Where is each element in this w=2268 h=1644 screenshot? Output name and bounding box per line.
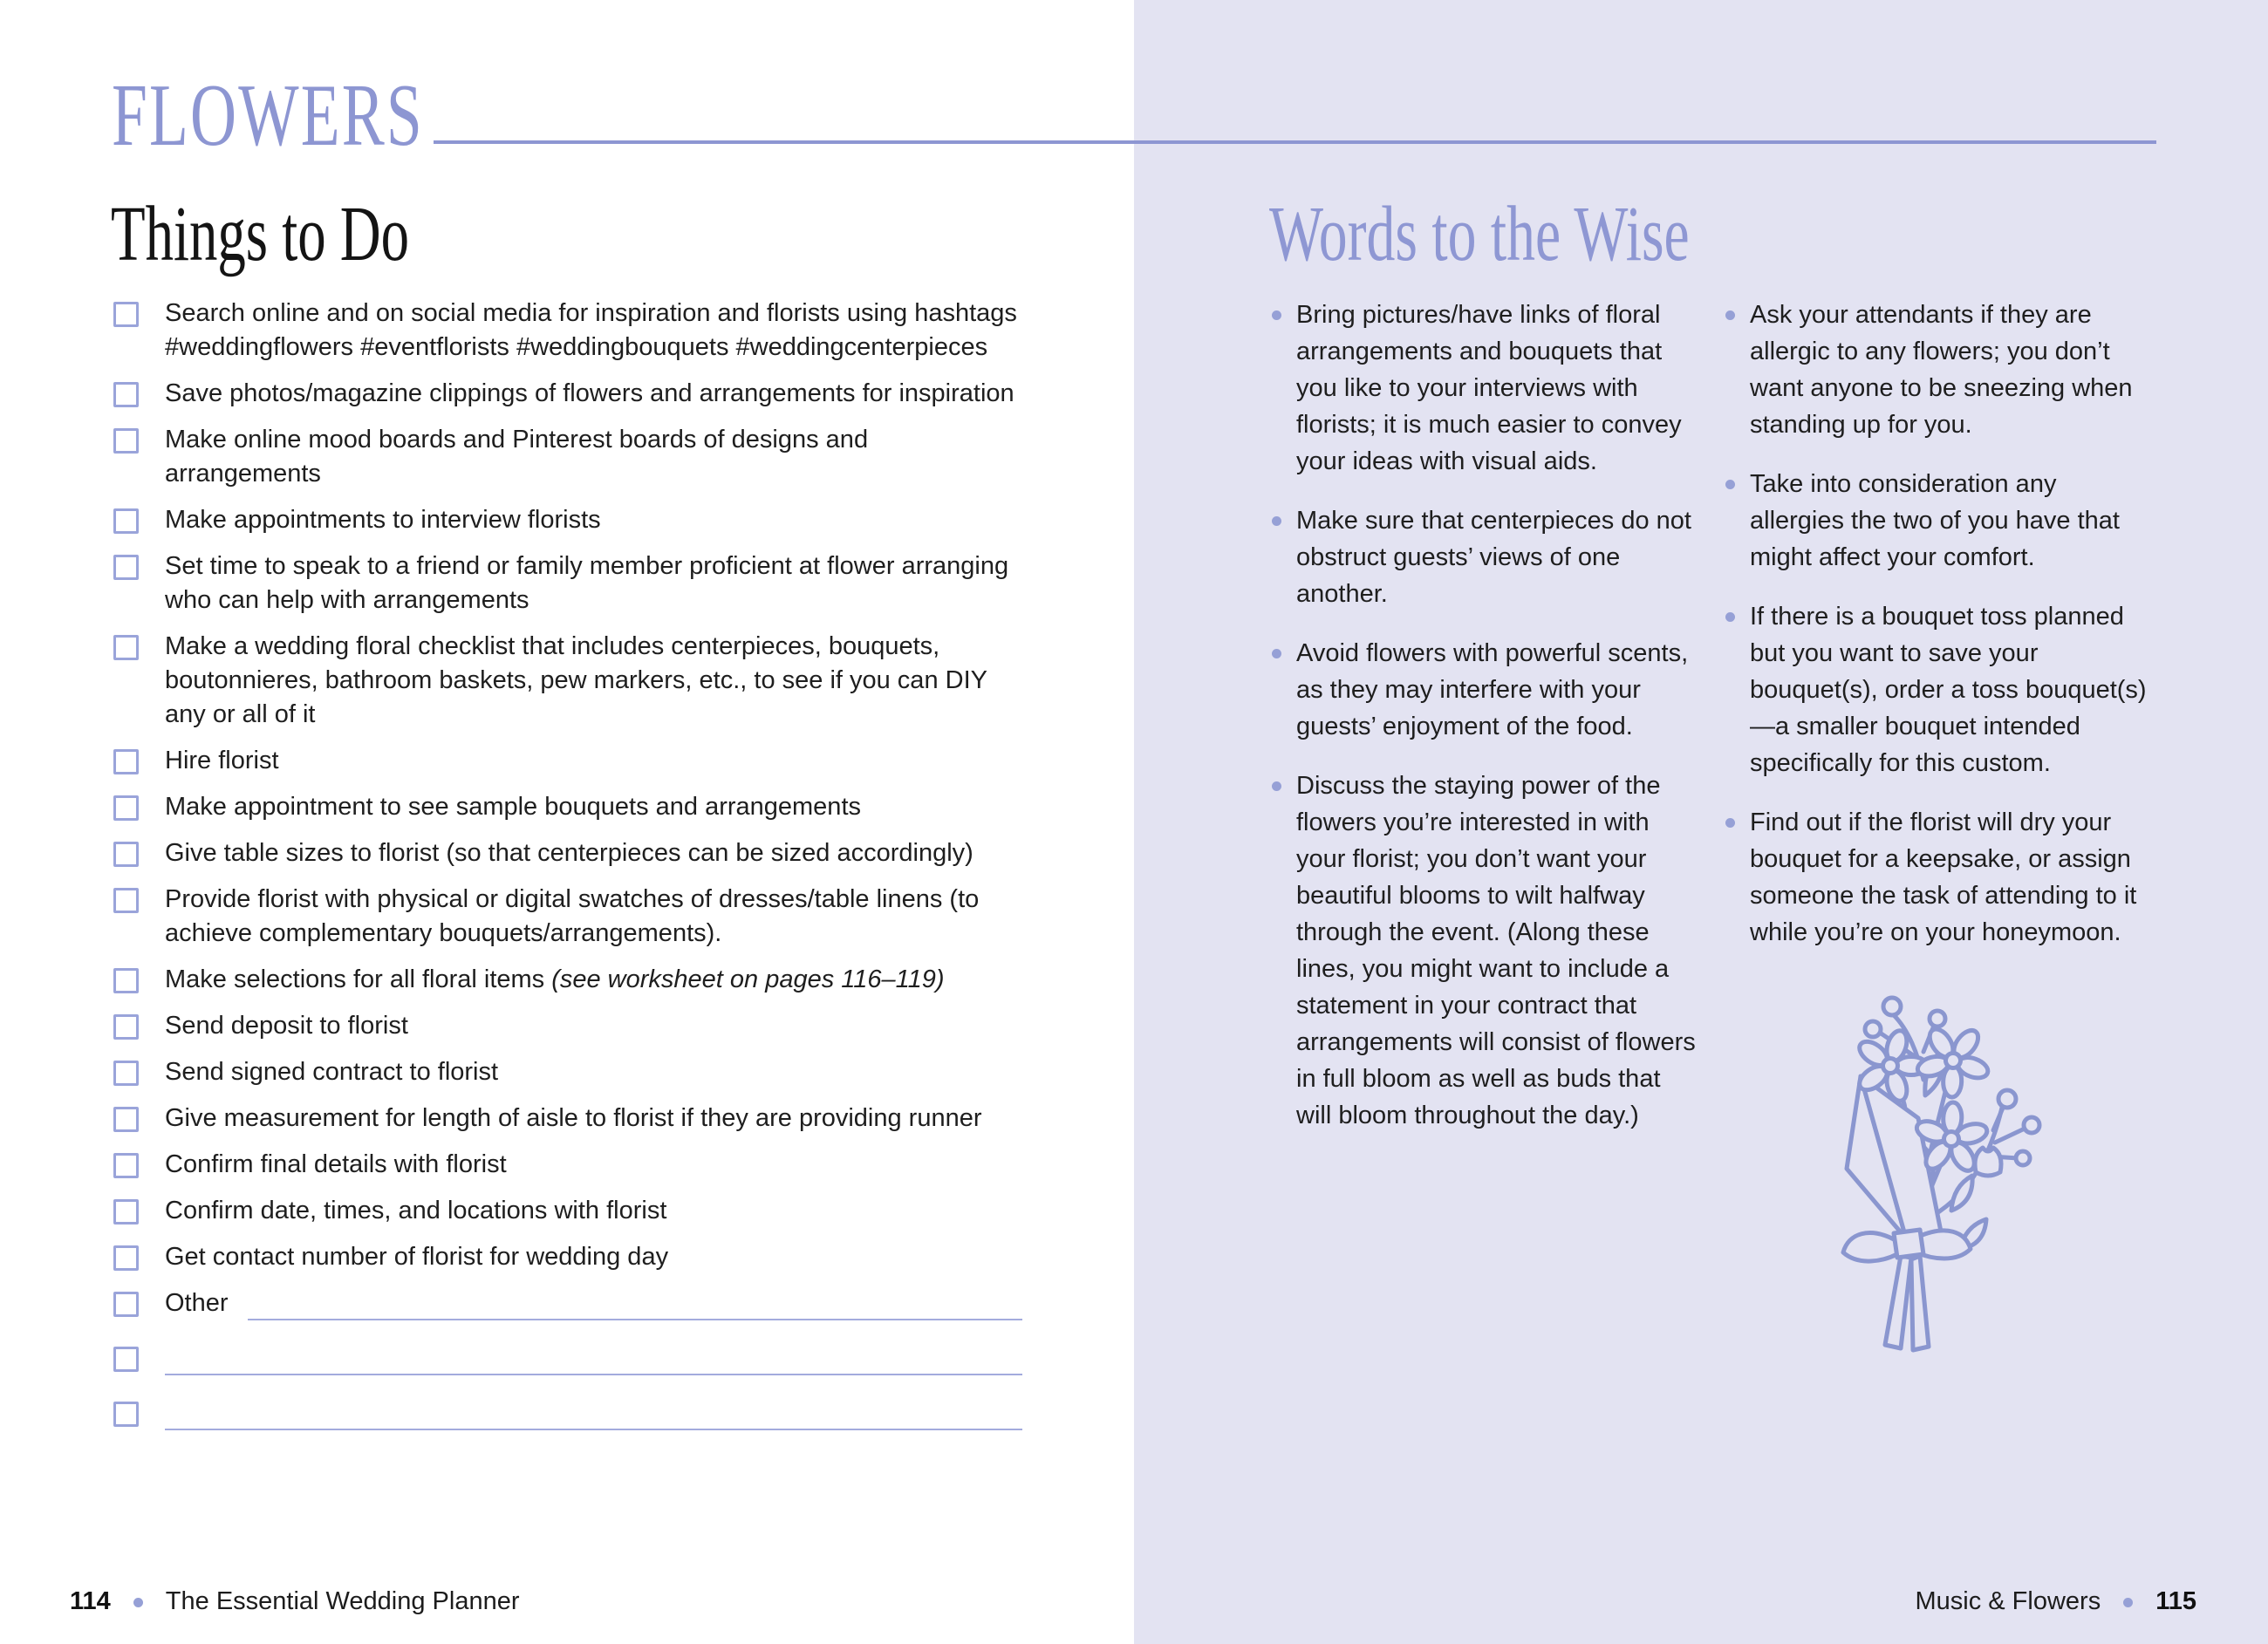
advice-text: Discuss the staying power of the flowers you’re interested in with your florist; you don’t want your beautiful blooms to wilt halfway through the event. (Along these lines, you might want to include a statement in your contract that arrangements will consist of flowers in full bloom as well as buds that will bloom throughout the day.) bbox=[1296, 772, 1696, 1129]
advice-item bbox=[1272, 502, 1715, 612]
checklist-item bbox=[113, 1148, 1022, 1182]
checklist-item-label: Make online mood boards and Pinterest boards of designs and arrangements bbox=[165, 426, 869, 488]
page-title: FLOWERS bbox=[112, 66, 424, 165]
checklist-item-label: Provide florist with physical or digital swatches of dresses/table linens (to achieve complementary bouquets/arrangements). bbox=[165, 885, 980, 947]
checklist-item bbox=[113, 503, 1022, 537]
advice-item bbox=[1272, 635, 1715, 745]
footer-dot-icon bbox=[133, 1598, 143, 1607]
checklist-item-label: Give table sizes to florist (so that centerpieces can be sized accordingly) bbox=[165, 839, 973, 867]
checklist-item bbox=[113, 1055, 1022, 1089]
checkbox-icon[interactable] bbox=[113, 1014, 139, 1040]
checklist-item-label: Make appointments to interview florists bbox=[165, 506, 601, 534]
footer-dot-icon bbox=[2123, 1598, 2133, 1607]
checkbox-icon[interactable] bbox=[113, 508, 139, 534]
advice-item bbox=[1725, 297, 2169, 443]
checkbox-icon[interactable] bbox=[113, 1107, 139, 1132]
checklist-item bbox=[113, 630, 1022, 732]
checkbox-icon[interactable] bbox=[113, 1292, 139, 1317]
write-in-line[interactable] bbox=[248, 1289, 1022, 1320]
checklist-item-label: Save photos/magazine clippings of flowers and arrangements for inspiration bbox=[165, 379, 1014, 407]
advice-text: Bring pictures/have links of floral arrangements and bouquets that you like to your interviews with florists; it is much easier to convey your ideas with visual aids. bbox=[1296, 301, 1682, 475]
checkbox-icon[interactable] bbox=[113, 968, 139, 993]
bullet-dot-icon bbox=[1725, 310, 1735, 320]
checklist-item-label: Send deposit to florist bbox=[165, 1012, 408, 1040]
right-page-footer bbox=[1916, 1587, 2197, 1616]
checkbox-icon[interactable] bbox=[113, 1347, 139, 1372]
checklist-item bbox=[113, 1240, 1022, 1274]
checklist-item-label: Search online and on social media for inspiration and florists using hashtags #weddingflowers #eventflorists #weddingbouquets #weddingcenterpieces bbox=[165, 299, 1017, 361]
checklist-item bbox=[113, 744, 1022, 778]
checklist bbox=[113, 297, 1022, 1451]
checkbox-icon[interactable] bbox=[113, 795, 139, 821]
checklist-item bbox=[113, 549, 1022, 617]
bouquet-illustration bbox=[1816, 975, 2104, 1368]
left-page-footer bbox=[70, 1587, 520, 1616]
checklist-item-label: Make appointment to see sample bouquets and arrangements bbox=[165, 793, 861, 821]
bullet-dot-icon bbox=[1272, 310, 1281, 320]
advice-text: Find out if the florist will dry your bouquet for a keepsake, or assign someone the task of attending to it while you’re on your honeymoon. bbox=[1750, 808, 2137, 946]
checkbox-icon[interactable] bbox=[113, 842, 139, 867]
checkbox-icon[interactable] bbox=[113, 635, 139, 660]
title-rule bbox=[434, 140, 2156, 144]
checklist-item bbox=[113, 1396, 1022, 1430]
checklist-item bbox=[113, 297, 1022, 365]
bullet-dot-icon bbox=[1725, 480, 1735, 489]
advice-item bbox=[1725, 804, 2169, 951]
advice-item bbox=[1272, 297, 1715, 480]
checklist-item-label: Give measurement for length of aisle to florist if they are providing runner bbox=[165, 1104, 982, 1132]
bullet-dot-icon bbox=[1272, 516, 1281, 526]
right-page-number: 115 bbox=[2155, 1587, 2196, 1615]
things-to-do-heading: Things to Do bbox=[111, 191, 410, 277]
section-title: Music & Flowers bbox=[1915, 1587, 2101, 1615]
checkbox-icon[interactable] bbox=[113, 382, 139, 407]
checklist-item bbox=[113, 1286, 1022, 1320]
advice-text: Ask your attendants if they are allergic to any flowers; you don’t want anyone to be sneezing when standing up for you. bbox=[1750, 301, 2133, 439]
write-in-line[interactable] bbox=[165, 1399, 1022, 1430]
write-in-line[interactable] bbox=[165, 1344, 1022, 1375]
checklist-item bbox=[113, 836, 1022, 870]
checklist-item-label: Make selections for all floral items (see worksheet on pages 116–119) bbox=[165, 965, 945, 993]
advice-item bbox=[1725, 598, 2169, 781]
checkbox-icon[interactable] bbox=[113, 1199, 139, 1224]
checklist-item-label: Confirm final details with florist bbox=[165, 1150, 507, 1178]
checklist-item-label: Other bbox=[165, 1289, 229, 1317]
checkbox-icon[interactable] bbox=[113, 1153, 139, 1178]
checkbox-icon[interactable] bbox=[113, 555, 139, 580]
checkbox-icon[interactable] bbox=[113, 749, 139, 774]
checklist-item-label: Get contact number of florist for wedding day bbox=[165, 1243, 669, 1271]
advice-text: Make sure that centerpieces do not obstruct guests’ views of one another. bbox=[1296, 507, 1691, 608]
checkbox-icon[interactable] bbox=[113, 1402, 139, 1427]
bullet-dot-icon bbox=[1272, 649, 1281, 658]
words-column-2 bbox=[1725, 297, 2169, 973]
checklist-item-label: Set time to speak to a friend or family member proficient at flower arranging who can help with arrangements bbox=[165, 552, 1009, 614]
advice-text: Take into consideration any allergies the two of you have that might affect your comfort. bbox=[1750, 470, 2120, 571]
left-page-number: 114 bbox=[70, 1587, 111, 1615]
checkbox-icon[interactable] bbox=[113, 302, 139, 327]
words-column-1 bbox=[1272, 297, 1715, 1156]
checkbox-icon[interactable] bbox=[113, 428, 139, 454]
checklist-item-label: Hire florist bbox=[165, 747, 279, 774]
checkbox-icon[interactable] bbox=[113, 888, 139, 913]
checklist-item bbox=[113, 963, 1022, 997]
bullet-dot-icon bbox=[1725, 818, 1735, 828]
checklist-item bbox=[113, 1341, 1022, 1375]
words-to-the-wise-heading: Words to the Wise bbox=[1269, 191, 1690, 277]
checklist-item bbox=[113, 377, 1022, 411]
checklist-item bbox=[113, 1102, 1022, 1136]
checklist-item-label: Send signed contract to florist bbox=[165, 1058, 499, 1086]
advice-text: If there is a bouquet toss planned but you want to save your bouquet(s), order a toss bouquet(s)—a smaller bouquet intended specifically for this custom. bbox=[1750, 603, 2147, 777]
checklist-item bbox=[113, 790, 1022, 824]
book-title: The Essential Wedding Planner bbox=[165, 1587, 520, 1615]
checklist-item-label: Make a wedding floral checklist that includes centerpieces, bouquets, boutonnieres, bathroom baskets, pew markers, etc., to see if you can DIY any or all of it bbox=[165, 632, 987, 728]
checklist-item bbox=[113, 1194, 1022, 1228]
checkbox-icon[interactable] bbox=[113, 1245, 139, 1271]
checklist-item bbox=[113, 423, 1022, 491]
advice-item bbox=[1272, 767, 1715, 1134]
bullet-dot-icon bbox=[1725, 612, 1735, 622]
checklist-item bbox=[113, 1009, 1022, 1043]
checkbox-icon[interactable] bbox=[113, 1061, 139, 1086]
advice-text: Avoid flowers with powerful scents, as they may interfere with your guests’ enjoyment of the food. bbox=[1296, 639, 1689, 740]
bullet-dot-icon bbox=[1272, 781, 1281, 791]
checklist-item bbox=[113, 883, 1022, 951]
advice-item bbox=[1725, 466, 2169, 576]
checklist-item-label: Confirm date, times, and locations with florist bbox=[165, 1197, 667, 1224]
